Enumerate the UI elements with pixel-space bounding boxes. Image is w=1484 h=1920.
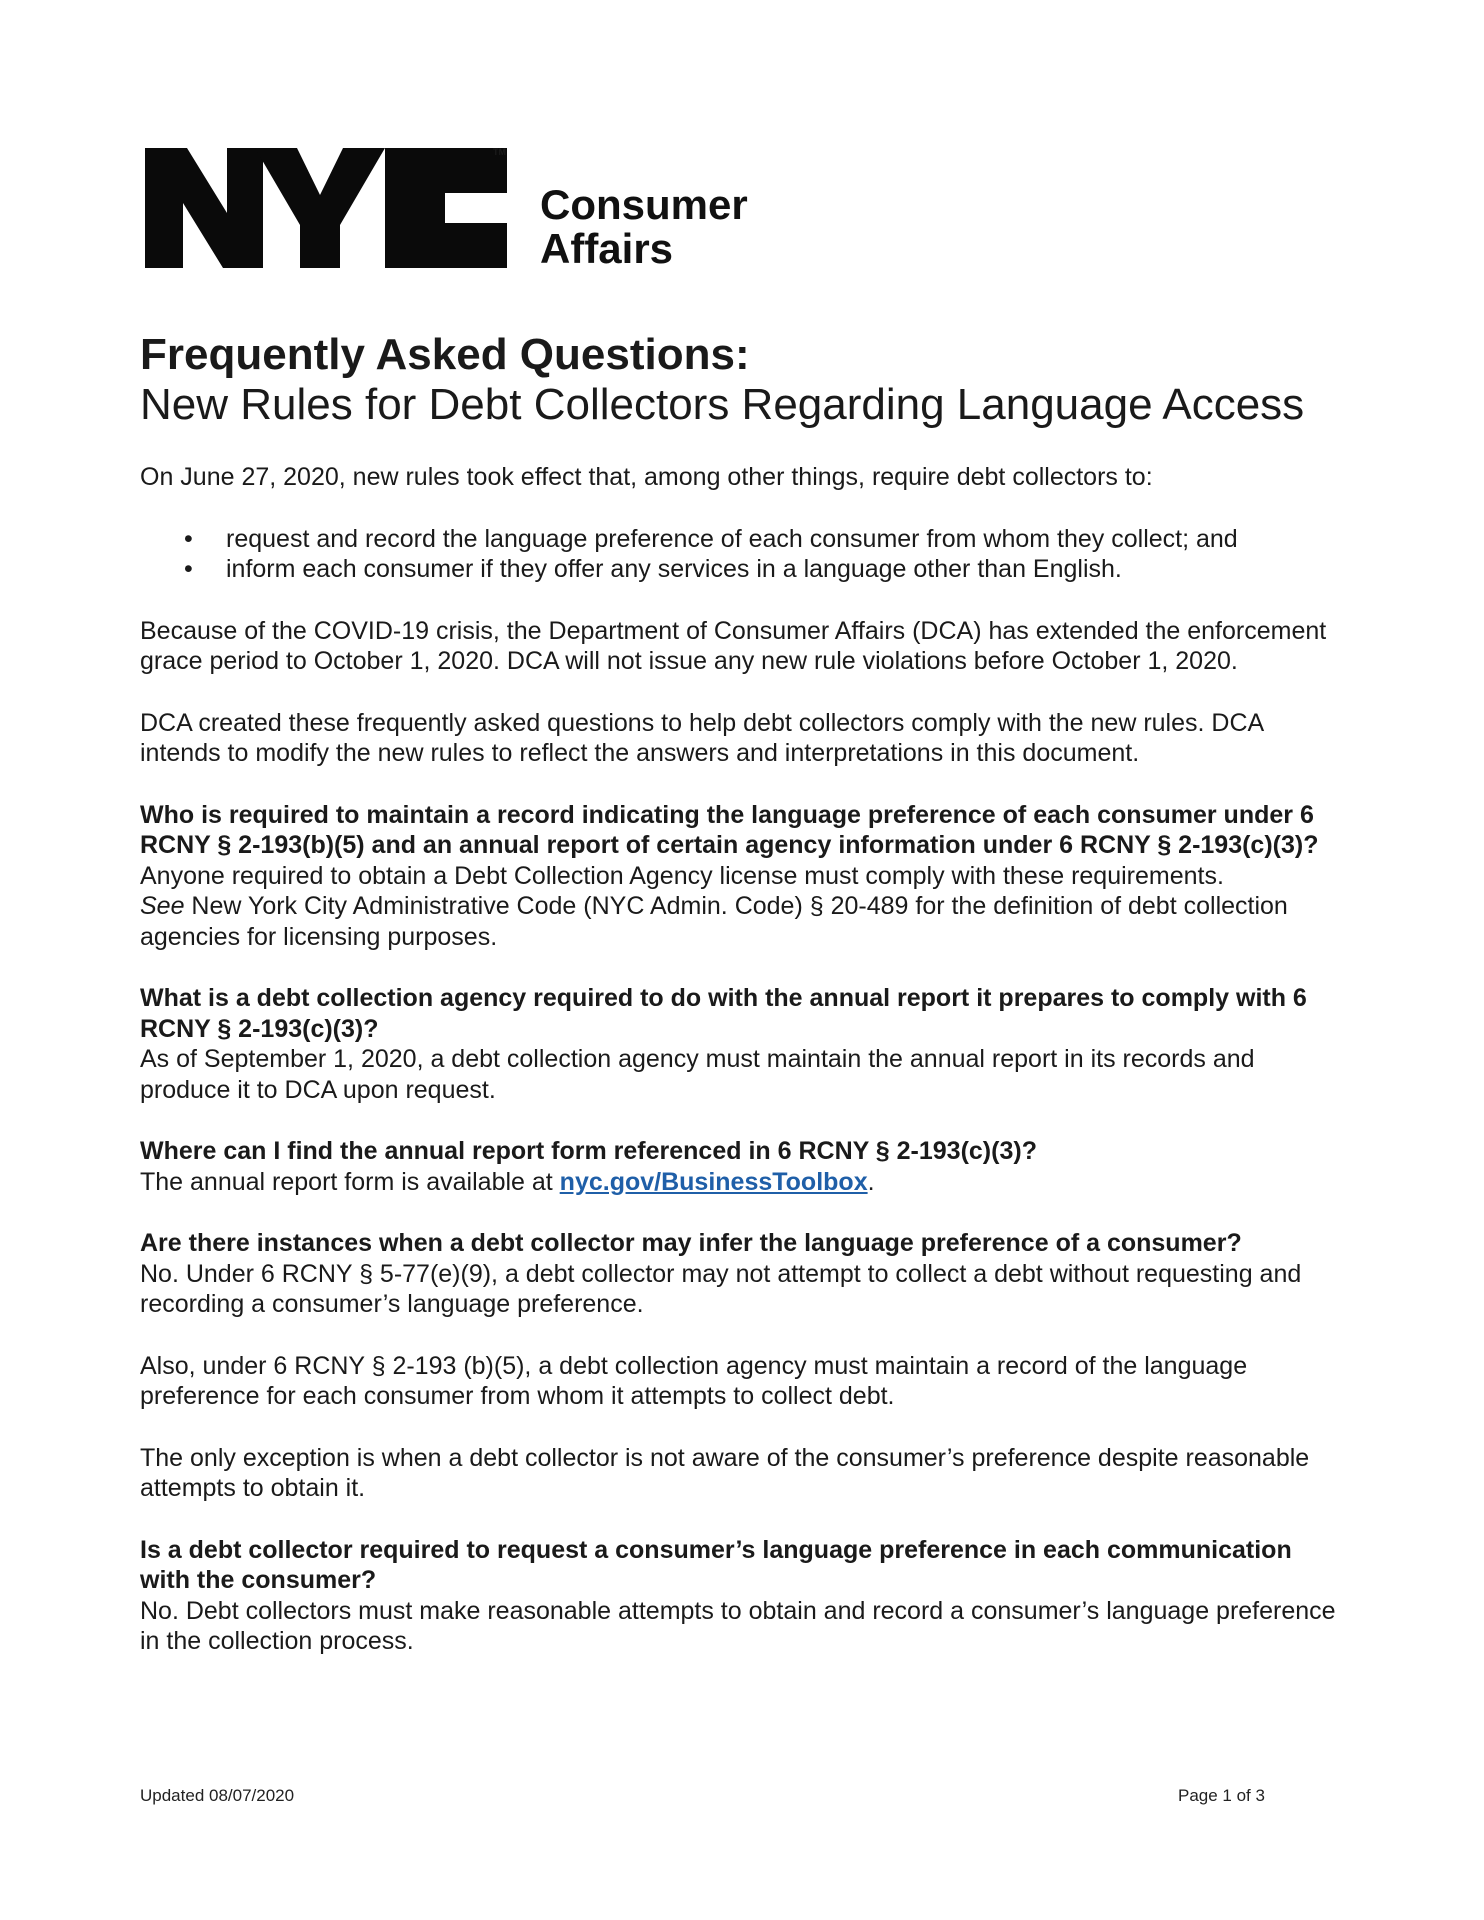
- faq-question: Where can I find the annual report form referenced in 6 RCNY § 2-193(c)(3)?: [140, 1137, 1037, 1165]
- page-subtitle: New Rules for Debt Collectors Regarding Language Access: [140, 380, 1305, 429]
- see-reference: See: [140, 892, 185, 920]
- faq-answer: [140, 1167, 1340, 1198]
- faq-item-5: [140, 1535, 1340, 1657]
- faq-question: What is a debt collection agency required to do with the annual report it prepares to comply with 6 RCNY § 2-193(c)(3)?: [140, 984, 1307, 1043]
- page-title: Frequently Asked Questions:: [140, 330, 750, 379]
- requirements-list: [140, 524, 1340, 585]
- faq-answer-line: Anyone required to obtain a Debt Collection Agency license must comply with these requirements.: [140, 861, 1224, 890]
- faq-answer: As of September 1, 2020, a debt collection agency must maintain the annual report in its records and produce it to DCA upon request.: [140, 1045, 1255, 1104]
- logo-wordmark: [540, 183, 748, 271]
- faq-answer-prefix: The annual report form is available at: [140, 1167, 560, 1196]
- faq-answer: No. Debt collectors must make reasonable attempts to obtain and record a consumer’s language preference in the collection process.: [140, 1596, 1336, 1655]
- trademark-mark: TM: [493, 147, 506, 157]
- faq-answer-suffix: .: [867, 1167, 875, 1196]
- list-item: • inform each consumer if they offer any services in a language other than English.: [140, 554, 1340, 585]
- document-title: [140, 330, 1304, 430]
- faq-question: Is a debt collector required to request a consumer’s language preference in each communication with the consumer?: [140, 1535, 1292, 1594]
- business-toolbox-link[interactable]: nyc.gov/BusinessToolbox: [559, 1167, 868, 1196]
- grace-period-paragraph: Because of the COVID-19 crisis, the Department of Consumer Affairs (DCA) has extended the enforcement grace period to October 1, 2020. DCA will not issue any new rule violations before October 1, 2020.: [140, 616, 1327, 675]
- list-item: • request and record the language preference of each consumer from whom they collect; and: [140, 524, 1340, 555]
- faq-item-2: [140, 983, 1340, 1105]
- nyc-consumer-affairs-logo: [145, 143, 765, 273]
- faq-item-1: [140, 800, 1340, 953]
- faq-4-paragraph-3: The only exception is when a debt collector is not aware of the consumer’s preference despite reasonable attempts to obtain it.: [140, 1443, 1310, 1502]
- nyc-logo-mark: [145, 143, 515, 273]
- faq-item-3: [140, 1136, 1340, 1197]
- page-number: Page 1 of 3: [1178, 1786, 1265, 1805]
- purpose-paragraph: DCA created these frequently asked questions to help debt collectors comply with the new rules. DCA intends to modify the new rules to reflect the answers and interpretations in this document.: [140, 708, 1263, 767]
- document-body: [140, 462, 1340, 1688]
- intro-lead: On June 27, 2020, new rules took effect that, among other things, require debt collectors to:: [140, 463, 1153, 491]
- faq-answer-rest: New York City Administrative Code (NYC Admin. Code) § 20-489 for the definition of debt collection agencies for licensing purposes.: [140, 892, 1288, 951]
- faq-question: Who is required to maintain a record indicating the language preference of each consumer under 6 RCNY § 2-193(b)(5) and an annual report of certain agency information under 6 RCNY § 2-193(c)(3)?: [140, 800, 1319, 859]
- faq-answer: [140, 861, 1340, 953]
- faq-item-4: [140, 1228, 1340, 1320]
- logo-line-affairs: Affairs: [540, 225, 674, 272]
- logo-line-consumer: Consumer: [540, 181, 748, 228]
- updated-date: Updated 08/07/2020: [140, 1786, 295, 1805]
- faq-4-paragraph-2: Also, under 6 RCNY § 2-193 (b)(5), a debt collection agency must maintain a record of the language preference for each consumer from whom it attempts to collect debt.: [140, 1351, 1248, 1410]
- faq-question: Are there instances when a debt collector may infer the language preference of a consumer?: [140, 1229, 1242, 1257]
- faq-answer: No. Under 6 RCNY § 5-77(e)(9), a debt collector may not attempt to collect a debt without requesting and recording a consumer’s language preference.: [140, 1259, 1302, 1318]
